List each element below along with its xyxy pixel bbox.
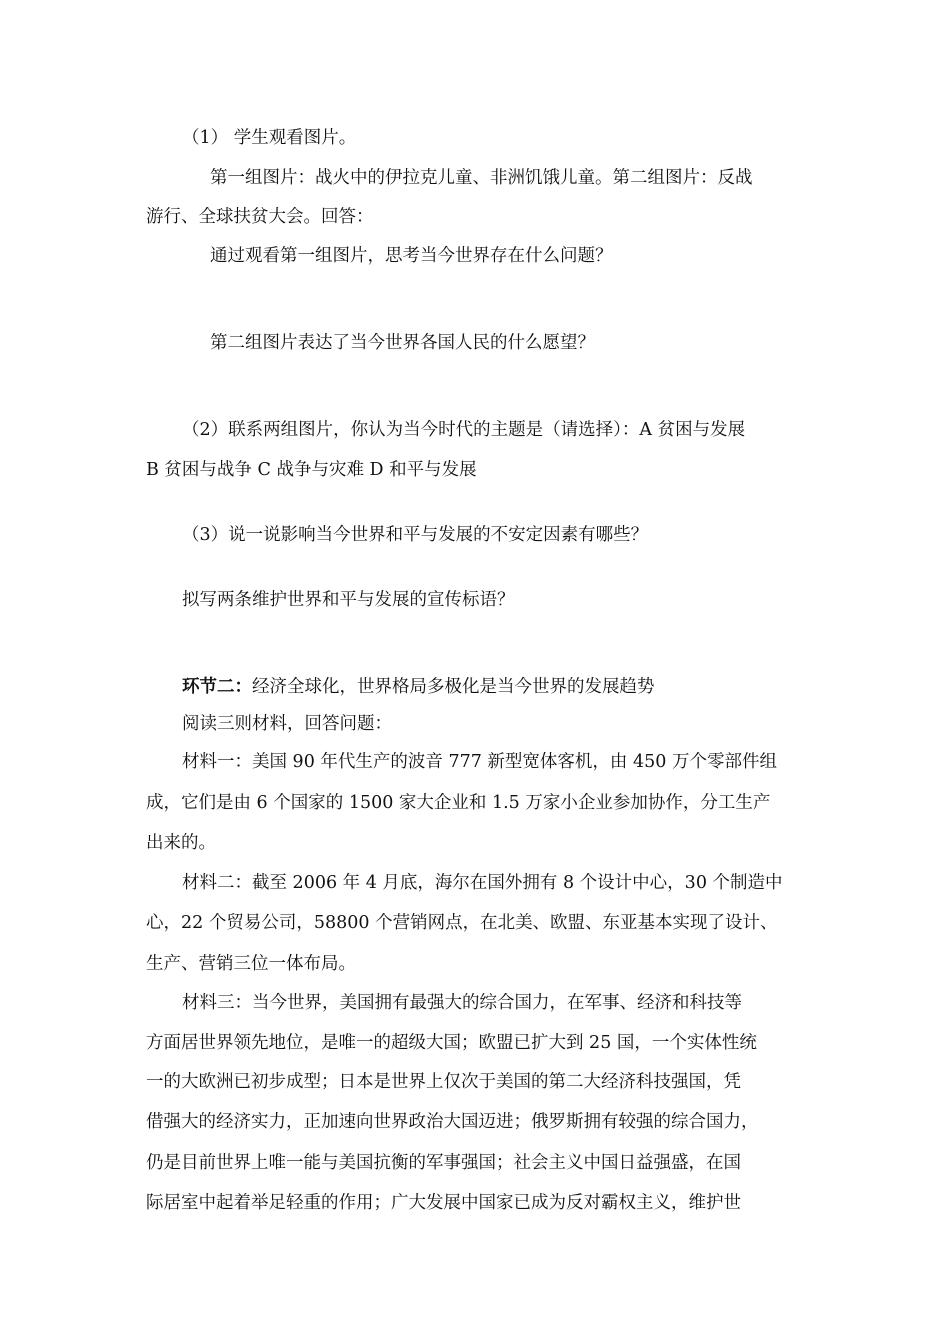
item3: （3）说一说影响当今世界和平与发展的不安定因素有哪些？ [182, 525, 649, 545]
material3-line-6: 际居室中起着举足轻重的作用；广大发展中国家已成为反对霸权主义，维护世 [146, 1193, 741, 1213]
material2-line-1: 材料二：截至 2006 年 4 月底，海尔在国外拥有 8 个设计中心，30 个制造中 [182, 873, 783, 893]
material3-line-5: 仍是目前世界上唯一能与美国抗衡的军事强国；社会主义中国日益强盛，在国 [146, 1153, 741, 1173]
material1-line-3: 出来的。 [146, 833, 216, 853]
section2-heading-text: 经济全球化，世界格局多极化是当今世界的发展趋势 [252, 677, 655, 697]
material3-line-1: 材料三：当今世界，美国拥有最强大的综合国力，在军事、经济和科技等 [182, 993, 742, 1013]
section2-heading-label: 环节二： [182, 677, 252, 697]
reading-instruction: 阅读三则材料，回答问题： [182, 714, 392, 734]
material3-line-2: 方面居世界领先地位，是唯一的超级大国；欧盟已扩大到 25 国，一个实体性统 [146, 1033, 757, 1053]
material2-line-3: 生产、营销三位一体布局。 [146, 954, 356, 974]
material1-line-2: 成，它们是由 6 个国家的 1500 家大企业和 1.5 万家小企业参加协作，分工生产 [146, 793, 771, 813]
item2-line-1: （2）联系两组图片，你认为当今时代的主题是（请选择）：A 贫困与发展 [182, 420, 746, 440]
item1-title: （1） 学生观看图片。 [182, 128, 357, 148]
slogan-prompt: 拟写两条维护世界和平与发展的宣传标语？ [182, 590, 515, 610]
item2-line-2: B 贫困与战争 C 战争与灾难 D 和平与发展 [146, 460, 477, 480]
question-1: 通过观看第一组图片，思考当今世界存在什么问题？ [210, 246, 613, 266]
question-2: 第二组图片表达了当今世界各国人民的什么愿望？ [210, 333, 595, 353]
section2-heading [182, 675, 655, 699]
material1-line-1: 材料一：美国 90 年代生产的波音 777 新型宽体客机，由 450 万个零部件组 [182, 752, 777, 772]
material3-line-3: 一的大欧洲已初步成型；日本是世界上仅次于美国的第二大经济科技强国，凭 [146, 1072, 741, 1092]
picture-groups-line-2: 游行、全球扶贫大会。回答： [146, 207, 374, 227]
picture-groups-line-1: 第一组图片：战火中的伊拉克儿童、非洲饥饿儿童。第二组图片：反战 [210, 168, 753, 188]
material3-line-4: 借强大的经济实力，正加速向世界政治大国迈进；俄罗斯拥有较强的综合国力， [146, 1112, 759, 1132]
material2-line-2: 心，22 个贸易公司，58800 个营销网点，在北美、欧盟、东亚基本实现了设计、 [146, 913, 778, 933]
